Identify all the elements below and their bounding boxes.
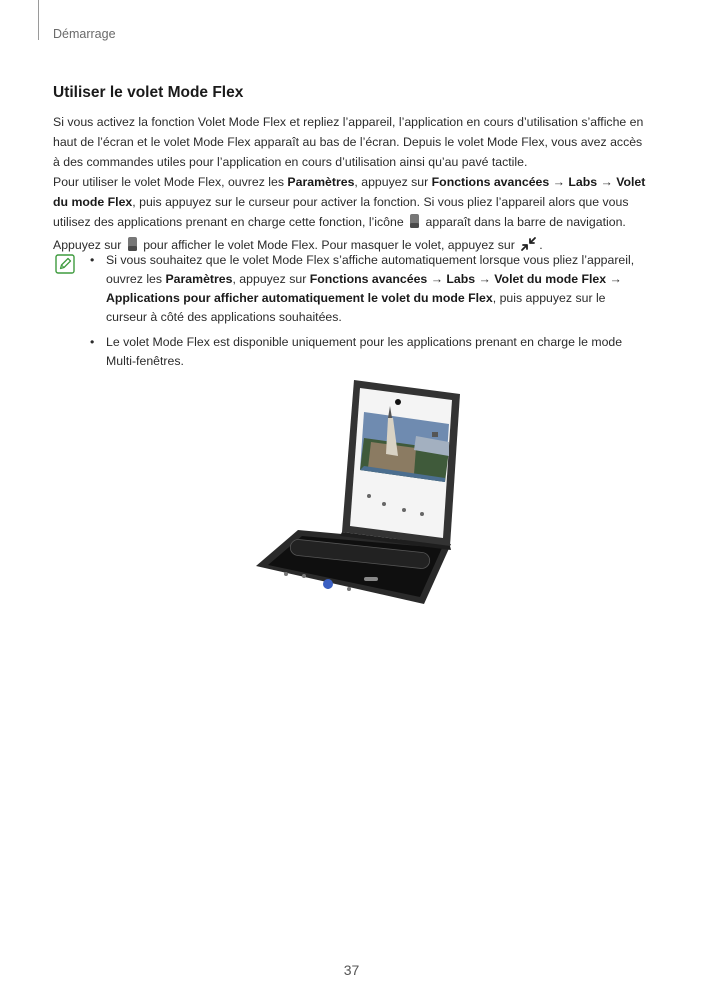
bold-settings: Paramètres	[287, 175, 355, 189]
flex-panel-phone-icon	[409, 213, 420, 235]
text: →	[597, 175, 617, 189]
header-divider	[38, 0, 39, 40]
bold-labs: Labs	[446, 272, 476, 286]
section-title: Utiliser le volet Mode Flex	[53, 84, 244, 101]
text: , appuyez sur	[354, 175, 432, 189]
text: Si vous souhaitez que le volet Mode Flex s’affiche automatiquement lorsque vous pliez l’appareil, ouvrez les	[106, 253, 635, 286]
text: →	[606, 272, 622, 286]
text: Le volet Mode Flex est disponible uniquement pour les applications prenant en charge le mode Multi-fenêtres.	[106, 335, 623, 368]
text: apparaît dans la barre de navigation. Appuyez sur	[53, 215, 626, 252]
text: .	[539, 238, 543, 252]
bold-settings: Paramètres	[165, 272, 233, 286]
bold-flex-panel: Volet du mode Flex	[494, 272, 607, 286]
note-item	[88, 251, 646, 327]
text: , puis appuyez sur le curseur pour activer la fonction. Si vous pliez l’appareil alors que vous utilisez des applications prenant en charge cette fonction, l’icône	[53, 195, 629, 229]
note-item	[88, 333, 646, 371]
text: →	[475, 272, 495, 286]
text: , appuyez sur	[232, 272, 310, 286]
bold-flex-panel: Volet du mode Flex	[53, 175, 646, 209]
bullet-point: •	[90, 253, 95, 267]
bold-labs: Labs	[568, 175, 598, 189]
section-header: Démarrage	[53, 27, 116, 41]
note-pencil-icon	[55, 254, 75, 279]
bold-advanced-features: Fonctions avancées	[309, 272, 428, 286]
instructions-paragraph	[53, 172, 651, 258]
text: pour afficher le volet Mode Flex. Pour masquer le volet, appuyez sur	[139, 238, 519, 252]
text: Pour utiliser le volet Mode Flex, ouvrez les	[53, 175, 288, 189]
bold-auto-apps: Applications pour afficher automatiquement le volet du mode Flex	[106, 291, 493, 305]
intro-paragraph: Si vous activez la fonction Volet Mode Flex et repliez l’appareil, l’application en cours d’utilisation s’affiche en haut de l’écran et le volet Mode Flex apparaît au bas de l’écran. Depuis le volet Mode Flex, vous avez accès à des commandes utiles pour l’application en cours d’utilisation ainsi qu’au pavé tactile.	[53, 115, 644, 169]
bullet-point: •	[90, 335, 95, 349]
text: →	[427, 272, 447, 286]
bold-advanced-features: Fonctions avancées	[431, 175, 550, 189]
text: →	[549, 175, 569, 189]
text: , puis appuyez sur le curseur à côté des applications souhaitées.	[106, 291, 606, 324]
notes-list	[88, 251, 646, 377]
folded-phone-illustration	[246, 378, 466, 608]
page-number: 37	[343, 962, 360, 978]
